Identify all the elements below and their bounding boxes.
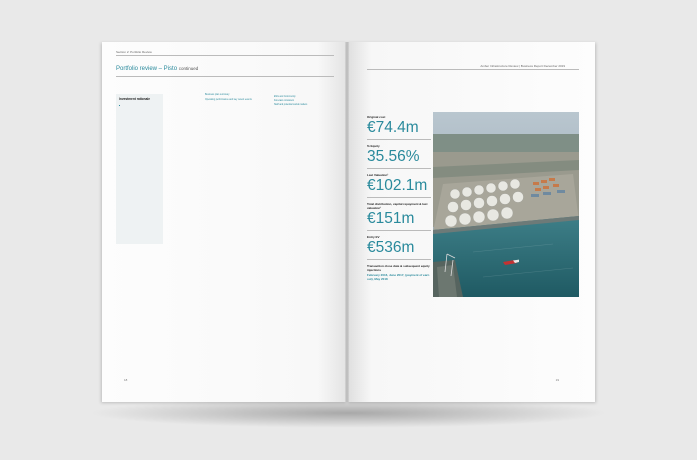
column1-subheading: Operating performance and key recent events [205, 99, 252, 102]
column2-subheading: ESG and Community [274, 96, 296, 98]
book-gutter [345, 42, 349, 402]
left-header-rule [116, 55, 334, 56]
kpi-equity [367, 144, 431, 169]
kpi-value: €102.1m [367, 177, 428, 194]
kpi-divider [367, 197, 431, 198]
aerial-port-photo [433, 112, 579, 297]
right-page-header: Amber Infrastructure Review | Business Report December 2019 [480, 64, 565, 68]
kpi-original-cost [367, 115, 431, 140]
kpi-label: Last Valuation¹ [367, 173, 389, 177]
body-column-1 [205, 94, 257, 104]
column1-heading: Business plan summary [205, 94, 230, 96]
kpi-divider [367, 230, 431, 231]
left-page [102, 42, 347, 402]
right-header-rule [367, 69, 579, 70]
investment-rationale-box [116, 94, 163, 244]
transaction-value: February 2016, June 2017, (payment of earn out), May 2018 [367, 273, 430, 281]
right-page-number: 19 [555, 378, 559, 382]
kpi-label: Total distribution, capital repayment & last valuation¹ [367, 202, 428, 210]
kpi-value: €151m [367, 210, 415, 227]
page-title-continued: continued [178, 66, 199, 71]
right-page [347, 42, 595, 402]
transaction-label: Transaction close date & subsequent equity injections [367, 264, 430, 272]
kpi-label: % Equity [367, 144, 380, 148]
body-column-2 [274, 94, 326, 108]
kpi-label: Entry EV [367, 235, 380, 239]
kpi-value: 35.56% [367, 148, 420, 165]
kpi-divider [367, 139, 431, 140]
column2-subheading: Staff and potential social matters [274, 104, 308, 107]
page-title-text: Portfolio review – Pisto [116, 66, 178, 72]
aerial-port-illustration [433, 112, 579, 297]
kpi-column [367, 111, 431, 281]
left-page-number: 18 [124, 378, 128, 382]
kpi-last-valuation [367, 173, 431, 198]
kpi-label: Original cost [367, 115, 386, 119]
kpi-total-distribution [367, 202, 431, 231]
kpi-divider [367, 259, 431, 260]
sidebox-title: Investment rationale [119, 97, 150, 101]
title-rule [116, 76, 334, 77]
column2-subheading: Forecast consistent [274, 100, 294, 103]
kpi-divider [367, 168, 431, 169]
kpi-value: €536m [367, 239, 415, 256]
left-page-header: Section 2: Portfolio Review [116, 50, 152, 54]
kpi-entry-ev [367, 235, 431, 260]
book-shadow [88, 398, 609, 428]
page-title [116, 66, 198, 72]
kpi-value: €74.4m [367, 119, 419, 136]
